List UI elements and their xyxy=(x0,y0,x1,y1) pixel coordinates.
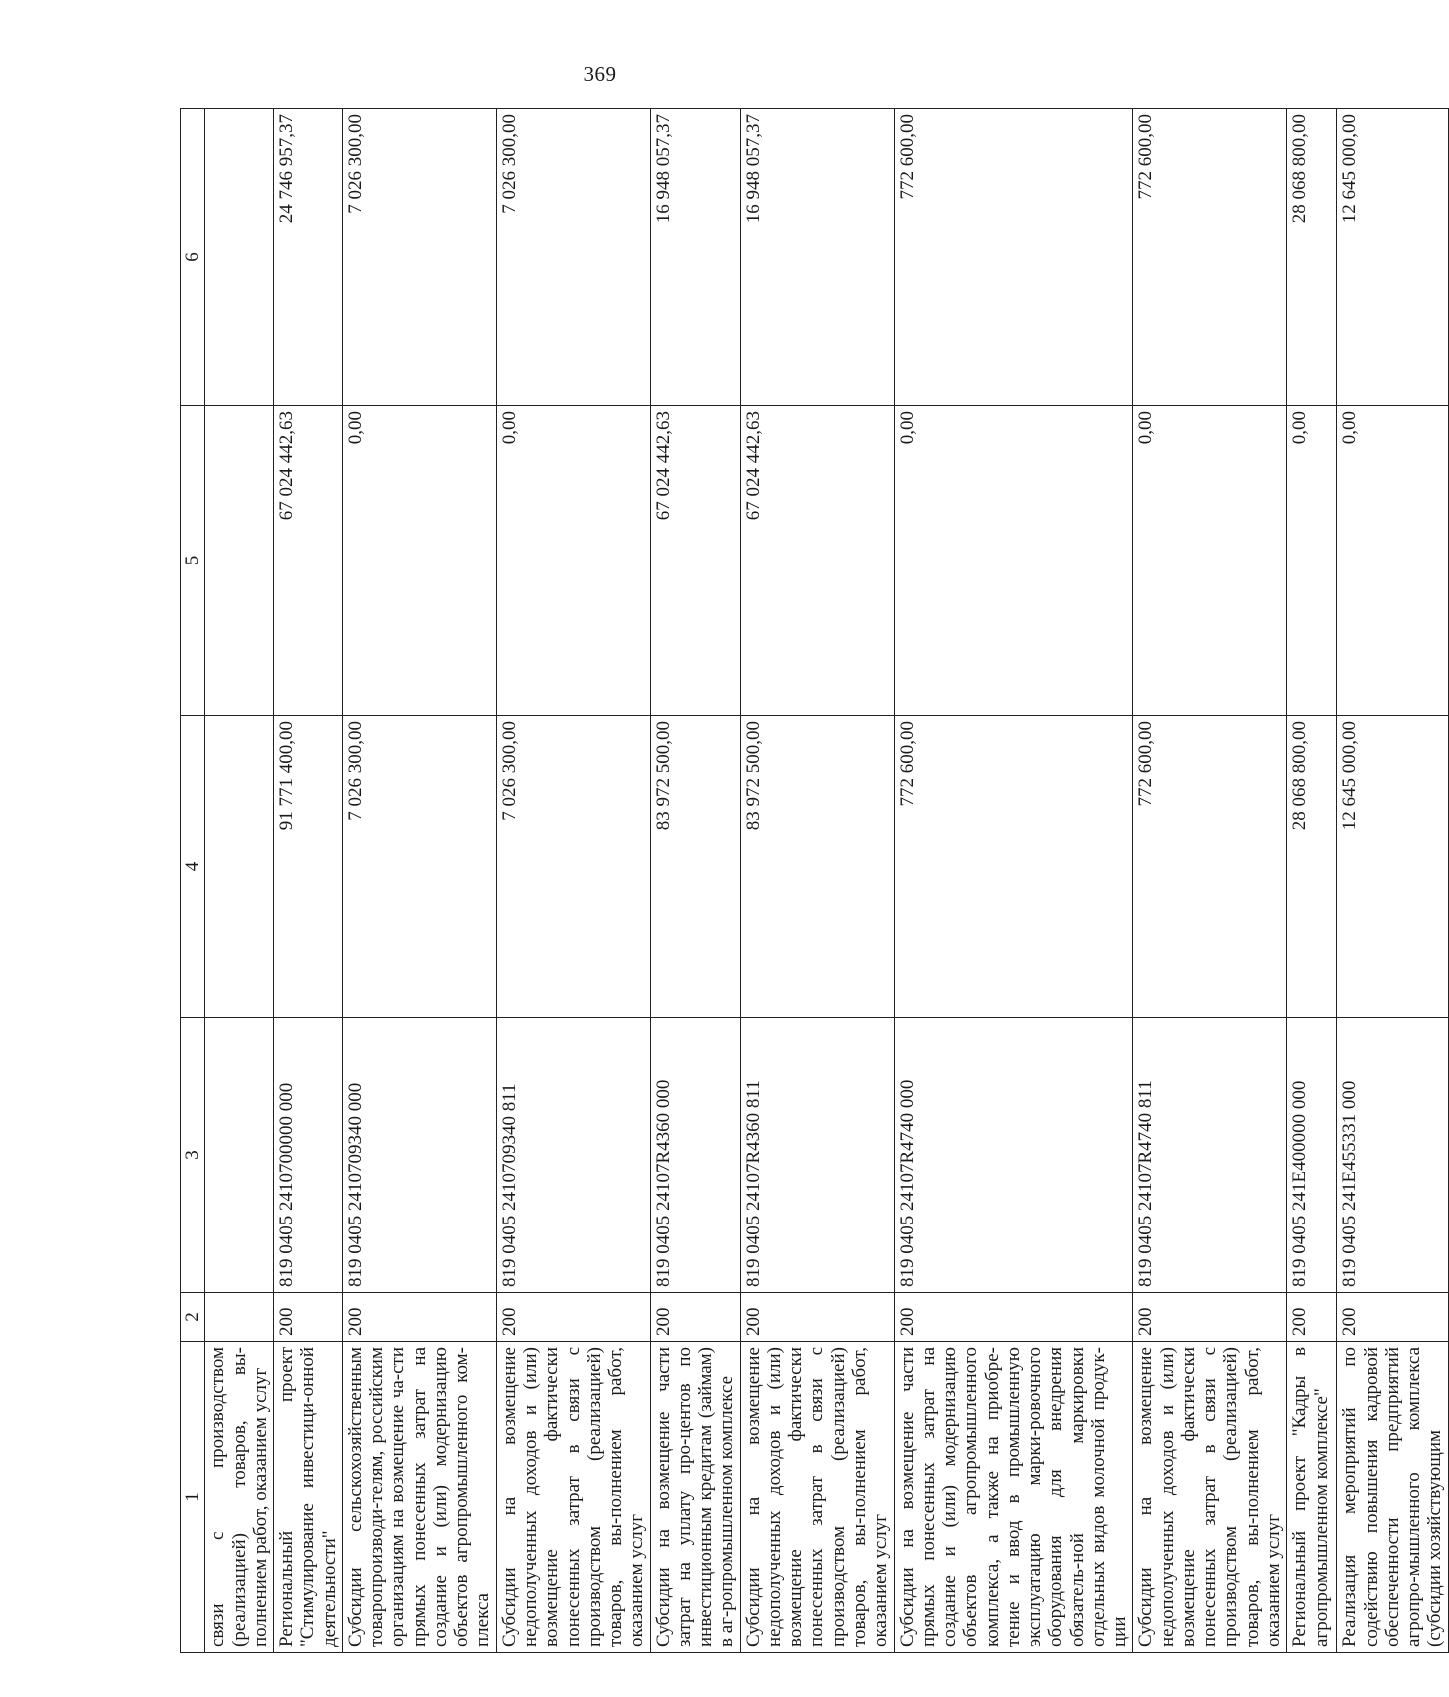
column-header-5: 5 xyxy=(181,406,205,716)
row-value-col5: 0,00 xyxy=(1133,406,1287,716)
row-value-col5: 0,00 xyxy=(1287,406,1337,716)
row-description: Субсидии на возмещение недополученных доходов и (или) возмещение фактически понесенных затрат в связи с производством (реализацией) товаров, вы-полнением работ, оказанием услуг xyxy=(1133,1342,1287,1653)
table-row xyxy=(342,109,496,1653)
budget-table xyxy=(180,108,1449,1653)
column-header-1: 1 xyxy=(181,1342,205,1653)
row-value-col5: 67 024 442,63 xyxy=(650,406,740,716)
row-code: 819 0405 2410709340 811 xyxy=(496,1018,650,1293)
row-description: Субсидии на возмещение недополученных доходов и (или) возмещение фактически понесенных затрат в связи с производством (реализацией) товаров, вы-полнением работ, оказанием услуг xyxy=(740,1342,894,1653)
row-value-col4: 7 026 300,00 xyxy=(342,716,496,1018)
row-value-col5: 0,00 xyxy=(894,406,1133,716)
row-description: Субсидии сельскохозяйственным товаропроизводи-телям, российским организациям на возмещение ча-сти прямых понесенных затрат на создание и (или) модернизацию объектов агропромышленного ком-плекса xyxy=(342,1342,496,1653)
row-category: 200 xyxy=(1133,1293,1287,1342)
column-header-3: 3 xyxy=(181,1018,205,1293)
row-value-col4: 772 600,00 xyxy=(894,716,1133,1018)
row-value-col4 xyxy=(205,716,274,1018)
row-code: 819 0405 2410709340 000 xyxy=(342,1018,496,1293)
row-value-col5: 67 024 442,63 xyxy=(274,406,343,716)
row-value-col6: 772 600,00 xyxy=(1133,109,1287,406)
row-value-col4: 91 771 400,00 xyxy=(274,716,343,1018)
table-row xyxy=(1133,109,1287,1653)
row-description: Региональный проект "Кадры в агропромышленном комплексе" xyxy=(1287,1342,1337,1653)
row-value-col4: 12 645 000,00 xyxy=(1337,716,1448,1018)
table-row xyxy=(496,109,650,1653)
row-value-col6: 7 026 300,00 xyxy=(496,109,650,406)
row-category: 200 xyxy=(740,1293,894,1342)
page-number: 369 xyxy=(583,62,617,86)
table-row xyxy=(894,109,1133,1653)
row-value-col5: 67 024 442,63 xyxy=(740,406,894,716)
column-header-6: 6 xyxy=(181,109,205,406)
column-header-4: 4 xyxy=(181,716,205,1018)
row-value-col6: 7 026 300,00 xyxy=(342,109,496,406)
row-value-col5 xyxy=(205,406,274,716)
row-description: связи с производством (реализацией) товаров, вы-полнением работ, оказанием услуг xyxy=(205,1342,274,1653)
row-code: 819 0405 24107R4740 000 xyxy=(894,1018,1133,1293)
table-row xyxy=(1287,109,1337,1653)
row-value-col4: 28 068 800,00 xyxy=(1287,716,1337,1018)
row-category xyxy=(205,1293,274,1342)
row-category: 200 xyxy=(894,1293,1133,1342)
row-code: 819 0405 241E400000 000 xyxy=(1287,1018,1337,1293)
row-category: 200 xyxy=(650,1293,740,1342)
table-row xyxy=(740,109,894,1653)
row-category: 200 xyxy=(496,1293,650,1342)
row-code: 819 0405 241E455331 000 xyxy=(1337,1018,1448,1293)
row-code: 819 0405 24107R4360 811 xyxy=(740,1018,894,1293)
row-value-col5: 0,00 xyxy=(1337,406,1448,716)
column-header-2: 2 xyxy=(181,1293,205,1342)
row-description: Субсидии на возмещение части затрат на уплату про-центов по инвестиционным кредитам (займам) в аг-ропромышленном комплексе xyxy=(650,1342,740,1653)
row-value-col6: 28 068 800,00 xyxy=(1287,109,1337,406)
row-value-col6 xyxy=(205,109,274,406)
row-value-col4: 83 972 500,00 xyxy=(650,716,740,1018)
row-code xyxy=(205,1018,274,1293)
row-value-col5: 0,00 xyxy=(496,406,650,716)
row-description: Реализация мероприятий по содействию повышения кадровой обеспеченности предприятий агропро-мышленного комплекса (субсидии хозяйствующим xyxy=(1337,1342,1448,1653)
row-code: 819 0405 24107R4360 000 xyxy=(650,1018,740,1293)
row-description: Субсидии на возмещение части прямых понесенных затрат на создание и (или) модернизацию объектов агропромышленного комплекса, а также на приобре-тение и ввод в промышленную эксплуатацию марки-ровочного оборудования для внедрения обязатель-ной маркировки отдельных видов молочной продук-ции xyxy=(894,1342,1133,1653)
row-category: 200 xyxy=(274,1293,343,1342)
row-code: 819 0405 2410700000 000 xyxy=(274,1018,343,1293)
row-value-col6: 16 948 057,37 xyxy=(740,109,894,406)
row-description: Региональный проект "Стимулирование инвестици-онной деятельности" xyxy=(274,1342,343,1653)
row-description: Субсидии на возмещение недополученных доходов и (или) возмещение фактически понесенных затрат в связи с производством (реализацией) товаров, вы-полнением работ, оказанием услуг xyxy=(496,1342,650,1653)
row-value-col6: 12 645 000,00 xyxy=(1337,109,1448,406)
row-value-col4: 7 026 300,00 xyxy=(496,716,650,1018)
table-row xyxy=(650,109,740,1653)
row-category: 200 xyxy=(342,1293,496,1342)
row-value-col6: 772 600,00 xyxy=(894,109,1133,406)
row-value-col4: 83 972 500,00 xyxy=(740,716,894,1018)
row-value-col4: 772 600,00 xyxy=(1133,716,1287,1018)
row-value-col6: 24 746 957,37 xyxy=(274,109,343,406)
table-row xyxy=(1337,109,1448,1653)
budget-table-rotated xyxy=(180,109,1446,1653)
row-category: 200 xyxy=(1287,1293,1337,1342)
row-value-col6: 16 948 057,37 xyxy=(650,109,740,406)
table-header-row xyxy=(181,109,205,1653)
table-row xyxy=(274,109,343,1653)
row-value-col5: 0,00 xyxy=(342,406,496,716)
row-code: 819 0405 24107R4740 811 xyxy=(1133,1018,1287,1293)
row-category: 200 xyxy=(1337,1293,1448,1342)
table-row xyxy=(205,109,274,1653)
